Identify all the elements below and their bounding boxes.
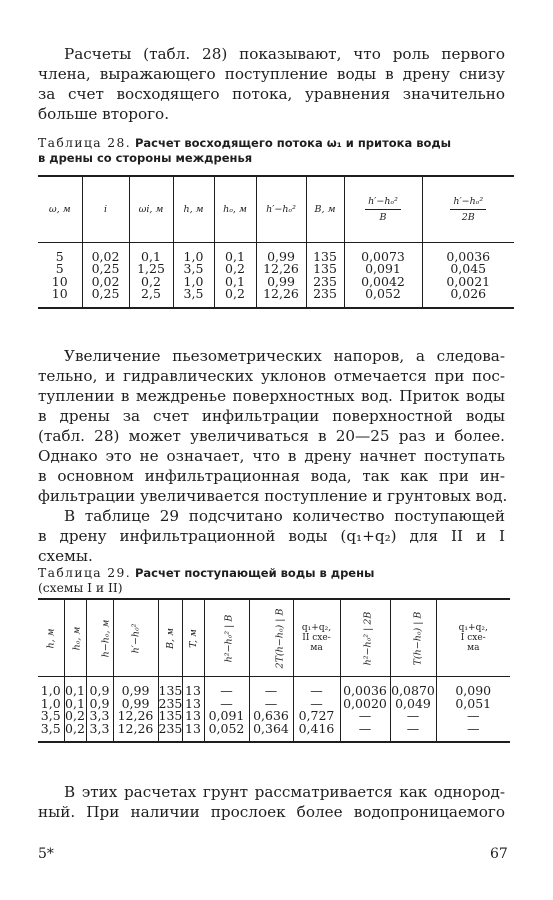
caption-subtitle: (схемы I и II) [38, 581, 123, 595]
header-h-diff: h′−hₒ² [113, 599, 158, 677]
header-h: h, м [173, 176, 214, 242]
column-h-minus-h0: 0,9 0,9 3,3 3,3 [86, 677, 113, 743]
caption-title: Расчет восходящего потока ω₁ и притока воды [134, 136, 452, 150]
text-line: Однако это не означает, что в дрену начнет поступать [38, 447, 505, 465]
header-t: T, м [182, 599, 204, 677]
fraction-numerator: h′−hₒ² [365, 196, 401, 210]
column-fraction-2b: 0,0036 0,0020 — — [340, 677, 390, 743]
table-29-caption [38, 566, 508, 596]
header-i: i [82, 176, 129, 242]
text-line: (табл. 28) может увеличиваться в 20—25 раз и более. [38, 427, 505, 445]
fraction-numerator: h′−hₒ² [450, 196, 486, 210]
column-h: 1,0 1,0 3,5 3,5 [38, 677, 64, 743]
caption-title: Расчет поступающей воды в дрены [134, 566, 375, 580]
header-h0: hₒ, м [214, 176, 256, 242]
column-2t-fraction: — — 0,636 0,364 [249, 677, 293, 743]
table-row [38, 677, 510, 743]
table-29 [38, 598, 510, 743]
paragraph-increase [38, 346, 508, 506]
table-label: Таблица 28. [38, 136, 132, 150]
header-q-scheme-2: q₁+q₂, II схе- ма [293, 599, 340, 677]
column-i: 0,02 0,25 0,02 0,25 [82, 242, 129, 308]
text-line: В этих расчетах грунт рассматривается как однород- [64, 783, 505, 801]
column-h0: 0,1 0,2 0,1 0,2 [214, 242, 256, 308]
header-omega-i: ωi, м [129, 176, 173, 242]
column-omega: 5 5 10 10 [38, 242, 82, 308]
column-h: 1,0 3,5 1,0 3,5 [173, 242, 214, 308]
text-line: фильтрации увеличивается поступление и грунтовых вод. [38, 487, 508, 505]
table-28-caption [38, 136, 508, 166]
column-h-diff: 0,99 0,99 12,26 12,26 [113, 677, 158, 743]
text-line: члена, выражающего поступление воды в дрену снизу [38, 65, 505, 83]
column-h0: 0,1 0,1 0,2 0,2 [64, 677, 86, 743]
text-line: больше второго. [38, 105, 170, 123]
text-line: за счет восходящего потока, уравнения значительно [38, 85, 505, 103]
column-q-scheme-1: 0,090 0,051 — — [436, 677, 510, 743]
column-t-fraction: 0,0870 0,049 — — [390, 677, 436, 743]
text-line: Увеличение пьезометрических напоров, а следова- [64, 347, 505, 365]
header-q-scheme-1: q₁+q₂, I схе- ма [436, 599, 510, 677]
header-h-minus-h0: h−hₒ, м [86, 599, 113, 677]
header-fraction-2b [422, 176, 514, 242]
text-line: в дрены за счет инфильтрации поверхностной воды [38, 407, 505, 425]
signature-mark: 5* [38, 846, 54, 862]
column-fraction-b: — — 0,091 0,052 [204, 677, 249, 743]
table-label: Таблица 29. [38, 566, 132, 580]
table-28 [38, 175, 514, 309]
header-h: h, м [38, 599, 64, 677]
header-omega: ω, м [38, 176, 82, 242]
text-line: ный. При наличии прослоек более водопроницаемого [38, 803, 505, 821]
paragraph-homogeneous [38, 782, 505, 822]
column-t: 13 13 13 13 [182, 677, 204, 743]
column-fraction-b: 0,0073 0,091 0,0042 0,052 [344, 242, 422, 308]
table-row [38, 242, 514, 308]
column-q-scheme-2: — — 0,727 0,416 [293, 677, 340, 743]
column-fraction-2b: 0,0036 0,045 0,0021 0,026 [422, 242, 514, 308]
text-line: схемы. [38, 547, 93, 565]
column-h-diff: 0,99 12,26 0,99 12,26 [256, 242, 306, 308]
header-b: B, м [158, 599, 182, 677]
header-h0: hₒ, м [64, 599, 86, 677]
text-line: в основном инфильтрационная вода, так как при ин- [38, 467, 505, 485]
column-omega-i: 0,1 1,25 0,2 2,5 [129, 242, 173, 308]
text-line: в дрену инфильтрационной воды (q₁+q₂) для II и I [38, 527, 505, 545]
caption-title-cont: в дрены со стороны междренья [38, 151, 253, 165]
text-line: туплении в междренье поверхностных вод. Приток воды [38, 387, 505, 405]
header-t-fraction: T(h−hₒ) | B [390, 599, 436, 677]
text-line: В таблице 29 подсчитано количество поступающей [64, 507, 505, 525]
column-b: 135 235 135 235 [158, 677, 182, 743]
page-number: 67 [490, 846, 508, 862]
header-b: B, м [306, 176, 344, 242]
header-fraction-b [344, 176, 422, 242]
fraction-denominator: B [379, 211, 387, 223]
header-fraction-b: h²−hₒ² | B [204, 599, 249, 677]
text-line: Расчеты (табл. 28) показывают, что роль первого [64, 45, 505, 63]
fraction-denominator: 2B [461, 211, 475, 223]
header-fraction-2b: h²−hₒ² | 2B [340, 599, 390, 677]
paragraph-intro [38, 44, 505, 124]
header-h-diff: h′−hₒ² [256, 176, 306, 242]
header-2t-fraction: 2T(h−hₒ) | B [249, 599, 293, 677]
column-b: 135 135 235 235 [306, 242, 344, 308]
text-line: тельно, и гидравлических уклонов отмечается при пос- [38, 367, 505, 385]
paragraph-table29-intro [38, 506, 505, 566]
